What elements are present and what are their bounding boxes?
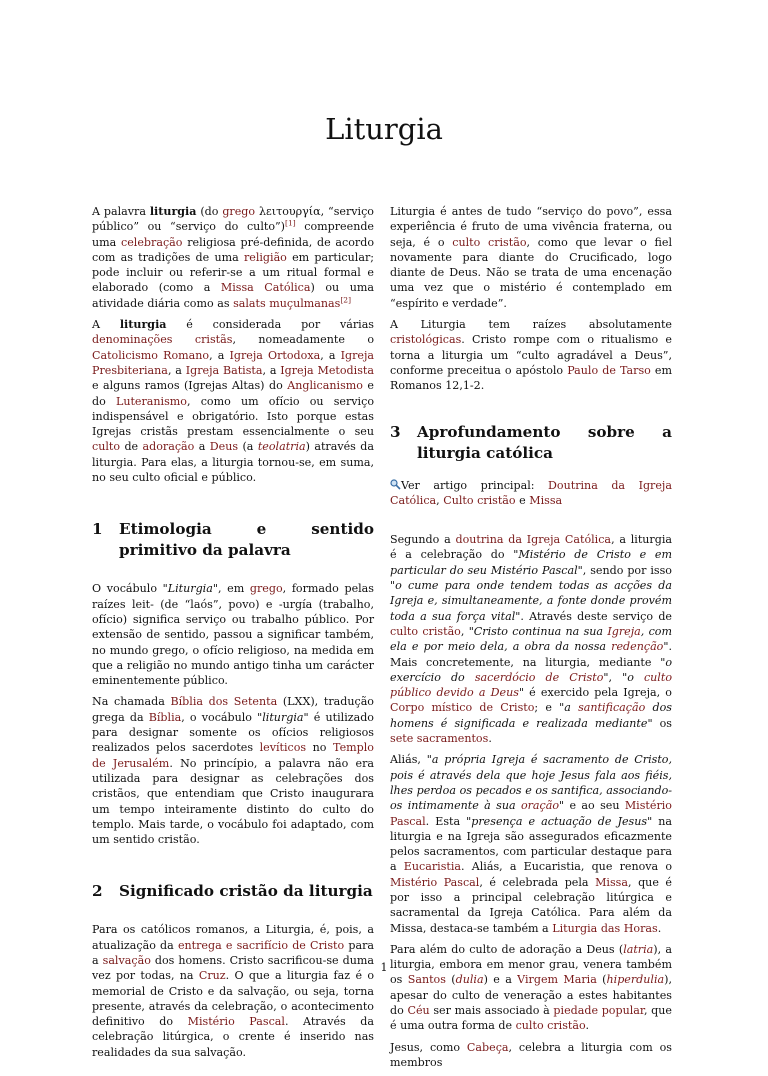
link-latria[interactable]: latria xyxy=(623,942,654,956)
link-culto-cristao[interactable]: culto cristão xyxy=(452,235,527,249)
septuagint-paragraph: Na chamada Bíblia dos Setenta (LXX), tradução grega da Bíblia, o vocábulo "liturgia" é utilizado para designar somente os ofícios religiosos realizados pelos sacerdotes levíticos no Templo de Jerusalém. No princípio, a palavra não era utilizada para designar as celebrações dos cristãos, que entendiam que Cristo inaugurara um tempo inteiramente distinto do culto do templo. Mais tarde, o vocábulo foi adaptado, com um sentido cristão. xyxy=(92,695,374,847)
link-misterio-pascal-3[interactable]: Mistério Pascal xyxy=(390,875,480,889)
link-leviticos[interactable]: levíticos xyxy=(259,741,307,755)
church-sacrament-paragraph: Aliás, "a própria Igreja é sacramento de Cristo, pois é através dela que hoje Jesus fala aos fiéis, lhes perdoa os pecados e os santifica, associando-os intimamente à sua oração" e ao seu Mistério Pascal. Esta "presença e actuação de Jesus" na liturgia e na Igreja são assegurados eficazmente pelos sacramentos, com particular destaque para a Eucaristia. Aliás, a Eucaristia, que renova o Mistério Pascal, é celebrada pela Missa, que é por isso a principal celebração litúrgica e sacramental da Igreja Católica. Para além da Missa, destaca-se também a Liturgia das Horas. xyxy=(390,753,673,935)
link-denominacoes[interactable]: denominações cristãs xyxy=(92,333,233,347)
link-paulo-tarso[interactable]: Paulo de Tarso xyxy=(567,363,651,377)
link-cabeca[interactable]: Cabeça xyxy=(466,1040,509,1054)
link-oracao[interactable]: oração xyxy=(520,799,560,813)
link-culto-publico[interactable]: culto público devido a Deus xyxy=(390,670,672,700)
christian-meaning-paragraph: Para os católicos romanos, a Liturgia, é, pois, a atualização da entrega e sacrifício de Cristo para a salvação dos homens. Cristo sacrificou-se duma vez por todas, na Cruz. O que a liturgia faz é o memorial de Cristo e da salvação, ou seja, torna presente, através da celebração, o acontecimento definitivo do Mistério Pascal. Através da celebração litúrgica, o crente é inserido nas realidades da sua salvação. xyxy=(92,923,375,1059)
section-heading-2: 2 Significado cristão da liturgia xyxy=(92,882,373,901)
link-culto-cristao-3[interactable]: culto cristão xyxy=(390,624,461,638)
magnifier-icon xyxy=(390,479,401,490)
reference-1[interactable]: [1] xyxy=(285,218,296,228)
link-ceu[interactable]: Céu xyxy=(407,1004,430,1018)
link-sacerdocio-cristo[interactable]: sacerdócio de Cristo xyxy=(474,670,604,684)
link-celebracao[interactable]: celebração xyxy=(121,235,183,249)
section-heading-1: 1 Etimologia e sentido primitivo da palavra xyxy=(92,520,374,560)
reference-2[interactable]: [2] xyxy=(340,295,351,305)
link-dulia[interactable]: dulia xyxy=(455,973,484,987)
denominations-paragraph: A liturgia é considerada por várias denominações cristãs, nomeadamente o Catolicismo Romano, a Igreja Ortodoxa, a Igreja Presbiteriana, a Igreja Batista, a Igreja Metodista e alguns ramos (Igrejas Altas) do Anglicanismo e do Luteranismo, como um ofício ou serviço indispensável e obrigatório. Isto porque estas Igrejas cristãs prestam essencialmente o seu culto de adoração a Deus (a teolatria) através da liturgia. Para elas, a liturgia tornou-se, em suma, no seu culto oficial e público. xyxy=(92,318,375,485)
link-entrega-sacrificio[interactable]: entrega e sacrifício de Cristo xyxy=(177,938,345,952)
link-eucaristia[interactable]: Eucaristia xyxy=(403,860,462,874)
link-biblia[interactable]: Bíblia xyxy=(148,710,182,724)
link-igreja-metodista[interactable]: Igreja Metodista xyxy=(280,363,374,377)
link-salvacao[interactable]: salvação xyxy=(102,953,151,967)
link-grego[interactable]: grego xyxy=(222,205,256,218)
link-misterio-pascal[interactable]: Mistério Pascal xyxy=(187,1015,285,1029)
link-misterio-pascal-2[interactable]: Mistério Pascal xyxy=(390,799,672,828)
link-santos[interactable]: Santos xyxy=(407,973,446,987)
left-column xyxy=(92,204,374,1066)
link-culto-cristao-4[interactable]: culto cristão xyxy=(515,1019,586,1033)
link-piedade-popular[interactable]: piedade popular xyxy=(553,1004,644,1018)
intro-paragraph: A palavra liturgia (do grego λειτουργία, “serviço público” ou “serviço do culto”)[1] compreende uma celebração religiosa pré-definida, de acordo com as tradições de uma religião em particular; pode incluir ou referir-se a um ritual formal e elaborado (como a Missa Católica) ou uma atividade diária como as salats muçulmanas[2] xyxy=(92,205,375,310)
link-adoracao[interactable]: adoração xyxy=(142,440,195,454)
link-missa-2[interactable]: Missa xyxy=(595,875,628,889)
section-heading-3: 3 Aprofundamento sobre a liturgia católica xyxy=(390,422,672,462)
link-igreja-batista[interactable]: Igreja Batista xyxy=(185,363,263,377)
link-igreja-presbiteriana[interactable]: Igreja Presbiteriana xyxy=(92,348,375,377)
link-hiperdulia[interactable]: hiperdulia xyxy=(606,973,665,987)
page-number: 1 xyxy=(380,961,388,974)
etymology-paragraph: O vocábulo "Liturgia", em grego, formado pelas raízes leit- (de “laós”, povo) e -urgía (trabalho, ofício) significa serviço ou trabalho público. Por extensão de sentido, passou a significar também, no mundo grego, o ofício religioso, na medida em que a religião no mundo antigo tinha um carácter eminentemente público. xyxy=(92,582,374,688)
link-culto-cristao-2[interactable]: Culto cristão xyxy=(443,493,516,507)
link-salats[interactable]: salats muçulmanas xyxy=(233,296,341,310)
link-grego-2[interactable]: grego xyxy=(249,582,283,596)
link-religiao[interactable]: religião xyxy=(243,250,287,264)
link-igreja-ortodoxa[interactable]: Igreja Ortodoxa xyxy=(229,348,321,362)
link-teolatria[interactable]: teolatria xyxy=(257,440,306,454)
veneration-paragraph: Para além do culto de adoração a Deus (latria), a liturgia, embora em menor grau, venera também os Santos (dulia) e a Virgem Maria (hiperdulia), apesar do culto de veneração a estes habitantes do Céu ser mais associado à piedade popular, que é uma outra forma de culto cristão. xyxy=(390,942,672,1033)
link-virgem-maria[interactable]: Virgem Maria xyxy=(517,973,597,987)
link-redencao[interactable]: redenção xyxy=(611,640,664,654)
link-deus[interactable]: Deus xyxy=(209,440,239,454)
link-culto[interactable]: culto xyxy=(92,440,121,454)
link-cruz[interactable]: Cruz xyxy=(198,969,226,983)
link-missa-catolica[interactable]: Missa Católica xyxy=(220,281,311,295)
jesus-head-paragraph: Jesus, como Cabeça, celebra a liturgia com os membros xyxy=(390,1040,673,1069)
link-anglicanismo[interactable]: Anglicanismo xyxy=(287,379,363,393)
people-service-paragraph: Liturgia é antes de tudo “serviço do povo”, essa experiência é fruto de uma vivência fraterna, ou seja, é o culto cristão, como que levar o fiel novamente para diante do Crucificado, logo diante de Deus. Não se trata de uma encenação uma vez que o mistério é contemplado em “espírito e verdade”. xyxy=(390,205,672,310)
link-corpo-mistico[interactable]: Corpo místico de Cristo xyxy=(390,701,535,715)
page-title: Liturgia xyxy=(325,112,443,146)
link-cristologicas[interactable]: cristológicas xyxy=(390,333,462,347)
link-catolicismo-romano[interactable]: Catolicismo Romano xyxy=(92,348,210,362)
doctrine-paragraph: Segundo a doutrina da Igreja Católica, a liturgia é a celebração do "Mistério de Cristo e em particular do seu Mistério Pascal", sendo por isso "o cume para onde tendem todas as acções da Igreja e, simultaneamente, a fonte donde provém toda a sua força vital". Através deste serviço de culto cristão, "Cristo continua na sua Igreja, com ela e por meio dela, a obra da nossa redenção". Mais concretemente, na liturgia, mediante "o exercício do sacerdócio de Cristo", "o culto público devido a Deus" é exercido pela Igreja, o Corpo místico de Cristo; e "a santificação dos homens é significada e realizada mediante" os sete sacramentos. xyxy=(390,533,673,746)
link-doutrina-igreja-2[interactable]: doutrina da Igreja Católica xyxy=(455,533,612,547)
christological-paragraph: A Liturgia tem raízes absolutamente cristológicas. Cristo rompe com o ritualismo e torna a liturgia um “culto agradável a Deus”, conforme preceitua o apóstolo Paulo de Tarso em Romanos 12,1-2. xyxy=(390,318,672,393)
link-missa[interactable]: Missa xyxy=(529,493,563,507)
link-liturgia-horas[interactable]: Liturgia das Horas xyxy=(552,921,658,935)
right-column xyxy=(390,204,672,1076)
link-igreja[interactable]: Igreja xyxy=(607,624,641,638)
link-santificacao[interactable]: santificação xyxy=(578,701,646,715)
see-main-article: Ver artigo principal: Doutrina da Igreja Católica, Culto cristão e Missa xyxy=(390,478,672,507)
link-templo-jerusalem[interactable]: Templo de Jerusalém xyxy=(92,741,374,770)
link-luteranismo[interactable]: Luteranismo xyxy=(115,394,187,408)
link-doutrina-igreja[interactable]: Doutrina da Igreja Católica xyxy=(390,478,672,507)
link-sete-sacramentos[interactable]: sete sacramentos xyxy=(390,732,489,746)
link-biblia-setenta[interactable]: Bíblia dos Setenta xyxy=(170,695,278,709)
